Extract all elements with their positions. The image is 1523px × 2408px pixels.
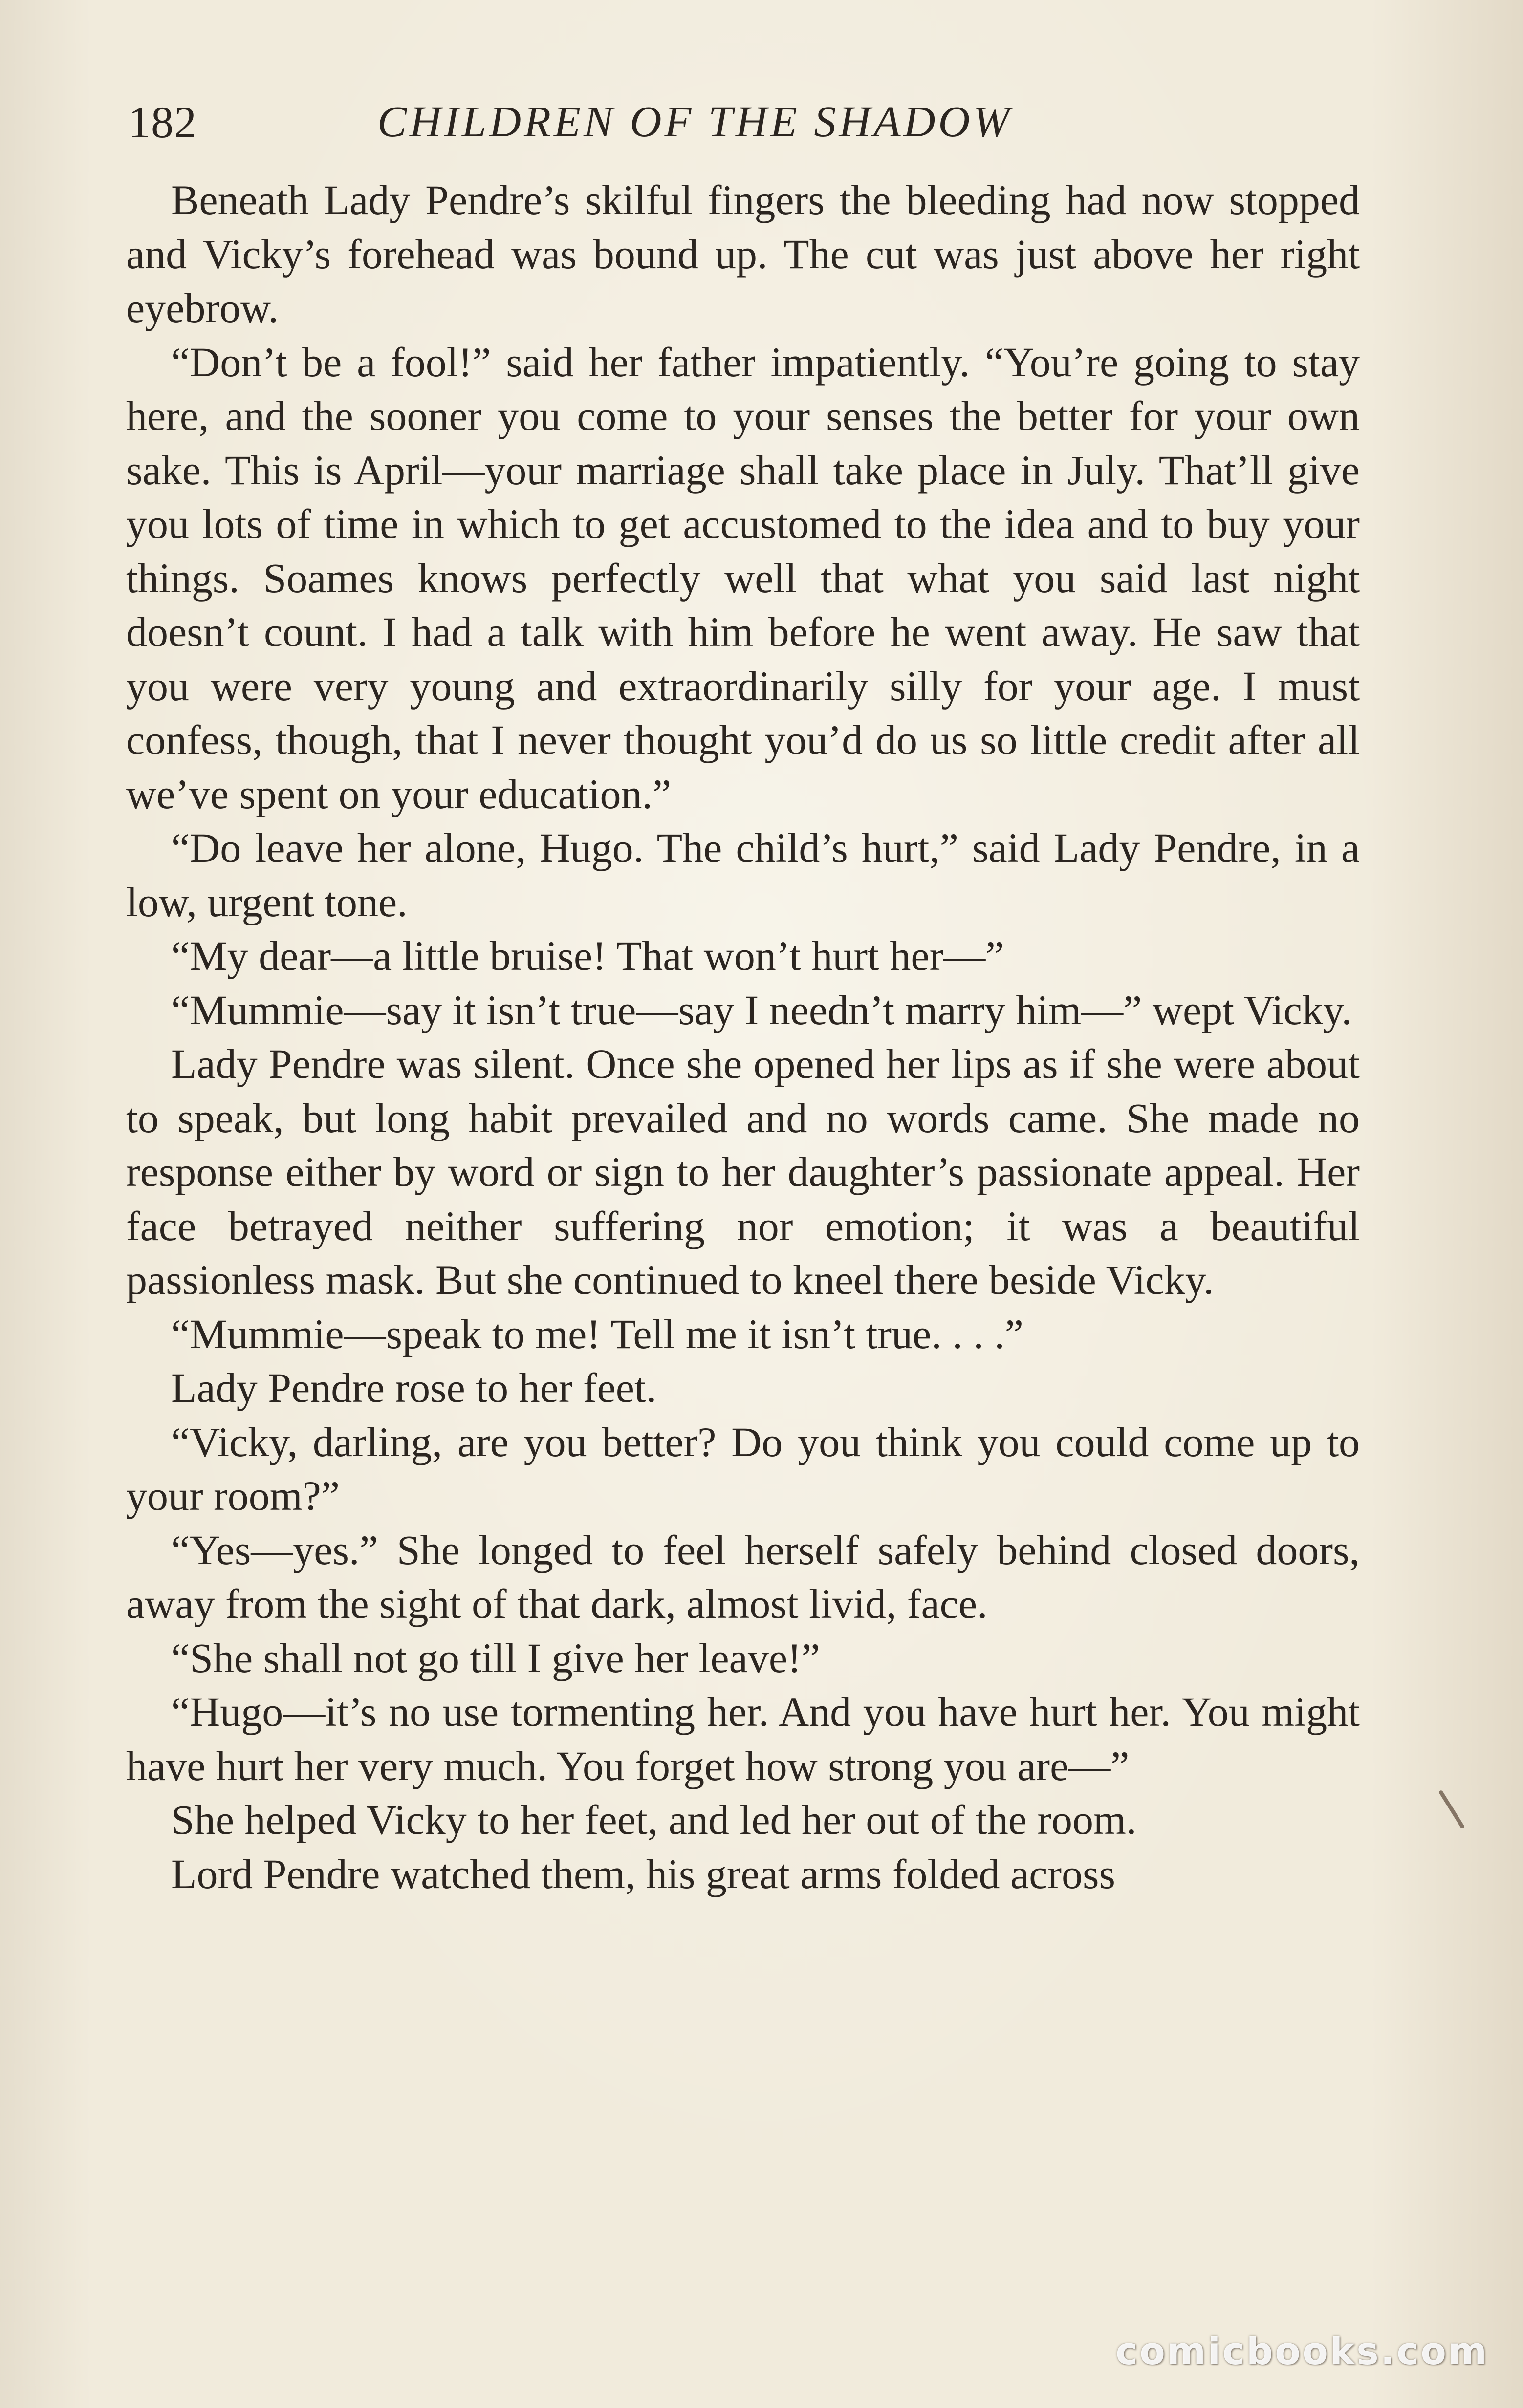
paragraph: “My dear—a little bruise! That won’t hurt her—” [171,932,1004,979]
pencil-mark [1438,1790,1465,1829]
body-text [126,173,1360,1901]
page-header [128,88,1360,156]
site-watermark: comicbooks.com [1115,2329,1489,2373]
paragraph: Lady Pendre rose to her feet. [171,1364,657,1411]
paragraph: “Vicky, darling, are you better? Do you think you could come up to your room?” [126,1418,1360,1519]
page-number: 182 [128,97,197,147]
paragraph: Lady Pendre was silent. Once she opened her lips as if she were about to speak, but long habit prevailed and no words came. She made no response either by word or sign to her daughter’s passionate appeal. Her face betrayed neither suffering nor emotion; it was a beautiful passionless mask. But she continued to kneel there beside Vicky. [126,1040,1360,1303]
paragraph: “Do leave her alone, Hugo. The child’s hurt,” said Lady Pendre, in a low, urgent tone. [126,824,1360,925]
paragraph: “Hugo—it’s no use tormenting her. And you have hurt her. You might have hurt her very much. You forget how strong you are—” [126,1688,1360,1789]
running-title: CHILDREN OF THE SHADOW [377,98,1013,146]
paragraph: “Mummie—speak to me! Tell me it isn’t true. . . .” [171,1310,1023,1357]
paragraph: “She shall not go till I give her leave!” [171,1634,820,1681]
paragraph: Beneath Lady Pendre’s skilful fingers the bleeding had now stopped and Vicky’s forehead was bound up. The cut was just above her right eyebrow. [126,176,1360,331]
paragraph: “Don’t be a fool!” said her father impatiently. “You’re going to stay here, and the sooner you come to your senses the better for your own sake. This is April—your marriage shall take place in July. That’ll give you lots of time in which to get accustomed to the idea and to buy your things. Soames knows perfectly well that what you said last night doesn’t count. I had a talk with him before he went away. He saw that you were very young and extraordinarily silly for your age. I must confess, though, that I never thought you’d do us so little credit after all we’ve spent on your education.” [126,338,1360,817]
paragraph: She helped Vicky to her feet, and led her out of the room. [171,1796,1137,1843]
paragraph: “Yes—yes.” She longed to feel herself safely behind closed doors, away from the sight of that dark, almost livid, face. [126,1526,1360,1627]
paragraph: Lord Pendre watched them, his great arms folded across [171,1850,1115,1897]
paragraph: “Mummie—say it isn’t true—say I needn’t marry him—” wept Vicky. [171,986,1352,1033]
